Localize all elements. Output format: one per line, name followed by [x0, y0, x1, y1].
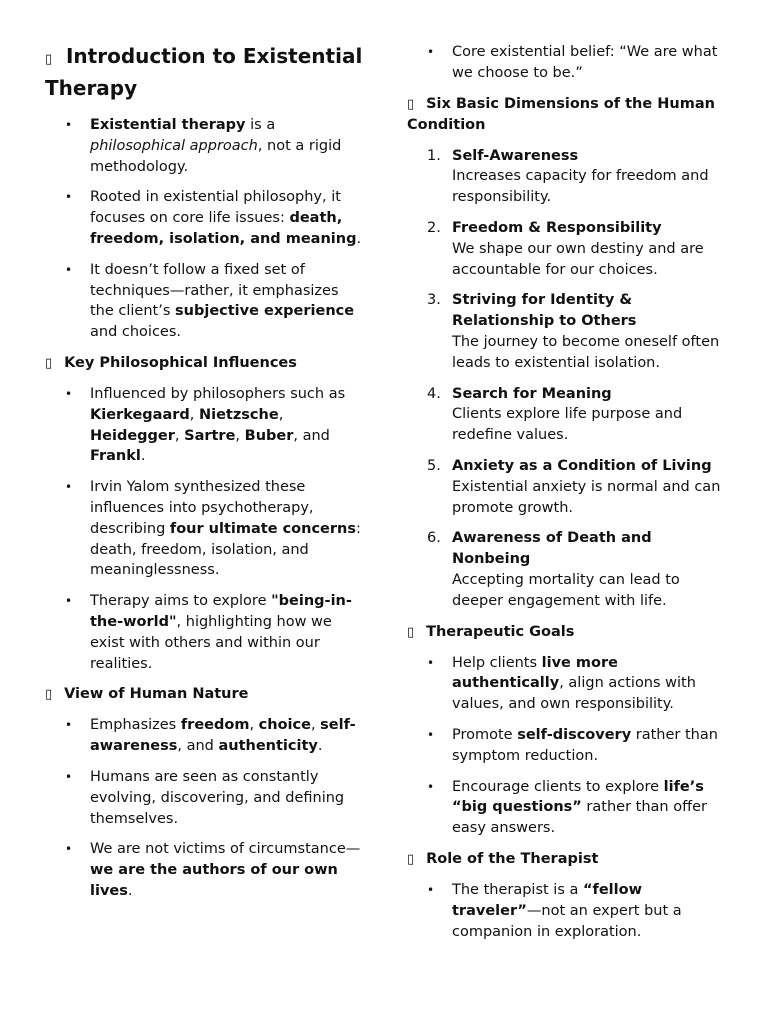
dimension-title: Self-Awareness	[452, 147, 579, 164]
list-item-text: "being-in-the-world"	[90, 593, 352, 630]
list-item-text: : death, freedom, isolation, and meaninglessness.	[90, 520, 361, 579]
core-belief-list	[407, 42, 732, 84]
dimension-number: 6.	[427, 530, 441, 547]
section-glyph-icon: ▯	[45, 52, 53, 67]
list-item-text: self-discovery	[517, 726, 632, 743]
section-glyph-icon: ▯	[407, 851, 415, 867]
bullet-icon: •	[427, 45, 435, 59]
dimension-item	[407, 528, 732, 611]
list-item-text: Irvin Yalom synthesized these influences into psychotherapy, describing	[90, 479, 314, 537]
list-item-text: four ultimate concerns	[169, 520, 356, 537]
list-item	[45, 839, 365, 901]
list-item	[407, 725, 732, 767]
list-item-text: Encourage clients to explore	[452, 778, 664, 795]
right-column	[407, 42, 732, 952]
bullet-icon: •	[65, 118, 73, 132]
dimension-description: Increases capacity for freedom and responsibility.	[452, 168, 709, 206]
list-item-text: life’s “big questions”	[452, 778, 704, 816]
list-item	[407, 42, 732, 84]
dimensions-list	[407, 146, 732, 612]
list-item-text: Humans are seen as constantly evolving, discovering, and defining themselves.	[90, 768, 345, 827]
list-item-text: rather than symptom reduction.	[452, 726, 718, 764]
dimension-description: Accepting mortality can lead to deeper engagement with life.	[452, 571, 680, 609]
section-heading-text: Key Philosophical Influences	[64, 354, 297, 371]
dimension-item	[407, 456, 732, 518]
list-item-text: Influenced by philosophers such as	[90, 385, 346, 402]
list-item-text: , and	[293, 427, 330, 444]
list-item-text: , align actions with values, and own responsibility.	[452, 675, 696, 713]
dimension-title: Anxiety as a Condition of Living	[452, 457, 712, 474]
dimension-title: Awareness of Death and Nonbeing	[452, 530, 652, 568]
bullet-icon: •	[65, 842, 73, 857]
dimension-item	[407, 290, 732, 373]
list-item-text: , highlighting how we exist with others and within our realities.	[90, 613, 332, 672]
dimension-description: The journey to become oneself often leads to existential isolation.	[452, 333, 720, 371]
list-item	[407, 653, 732, 715]
list-item-text: philosophical approach	[90, 137, 258, 154]
list-item-text: —not an expert but a companion in exploration.	[452, 902, 682, 940]
dimension-description: We shape our own destiny and are accountable for our choices.	[452, 240, 704, 278]
dimension-item	[407, 146, 732, 208]
bullet-icon: •	[65, 190, 73, 205]
list-item	[45, 260, 365, 343]
list-item-text: ,	[174, 427, 185, 444]
dimension-description: Existential anxiety is normal and can promote growth.	[452, 478, 721, 516]
dimension-title: Freedom & Responsibility	[452, 219, 662, 236]
list-item-text: “fellow traveler”	[452, 881, 642, 919]
left-column	[45, 42, 365, 912]
section-glyph-icon: ▯	[45, 355, 53, 371]
bullet-icon: •	[65, 480, 73, 495]
list-item	[45, 715, 365, 757]
list-item-text: Existential therapy	[90, 117, 246, 133]
list-item-text: self-awareness	[90, 717, 356, 755]
section-heading-influences	[45, 353, 365, 374]
list-item	[45, 115, 365, 177]
section-heading-human-nature	[45, 684, 365, 705]
list-item-text: , and	[177, 738, 219, 755]
bullet-icon: •	[65, 769, 73, 784]
dimension-item	[407, 384, 732, 446]
dimension-number: 1.	[427, 147, 441, 164]
bullet-icon: •	[65, 594, 73, 609]
list-item-text: rather than offer easy answers.	[452, 799, 707, 837]
list-item-text: Frankl	[90, 448, 141, 465]
list-item	[45, 591, 365, 674]
list-item-text: Emphasizes	[90, 717, 181, 734]
dimension-number: 4.	[427, 385, 441, 402]
dimension-item	[407, 218, 732, 280]
dimension-description: Clients explore life purpose and redefine values.	[452, 406, 683, 444]
dimension-title: Search for Meaning	[452, 385, 612, 402]
list-item-text: Nietzsche	[198, 406, 279, 423]
list-item-text: We are not victims of circumstance—	[90, 841, 361, 858]
bullet-icon: •	[427, 779, 435, 794]
list-item-text: Kierkegaard	[90, 406, 190, 423]
therapist-list	[407, 880, 732, 942]
list-item-text: authenticity	[218, 738, 318, 755]
list-item	[45, 187, 365, 249]
list-item-text: .	[317, 738, 323, 755]
list-item-text: .	[356, 230, 362, 247]
list-item-text: The therapist is a	[452, 881, 583, 898]
list-item-text: .	[127, 882, 133, 899]
section-glyph-icon: ▯	[45, 687, 53, 703]
section-heading-text: Therapeutic Goals	[426, 623, 575, 640]
list-item	[407, 880, 732, 942]
bullet-icon: •	[427, 882, 435, 897]
bullet-icon: •	[427, 727, 435, 742]
section-heading-text: View of Human Nature	[64, 686, 249, 703]
list-item-text: death, freedom, isolation, and meaning	[90, 210, 357, 247]
list-item-text: live more authentically	[452, 654, 618, 692]
dimension-number: 5.	[427, 457, 441, 474]
dimension-title: Striving for Identity & Relationship to Others	[452, 292, 637, 330]
list-item	[45, 767, 365, 829]
list-item-text: is a	[245, 117, 276, 133]
list-item-text: we are the authors of our own lives	[90, 862, 338, 899]
list-item-text: subjective experience	[175, 303, 355, 320]
section-glyph-icon: ▯	[407, 624, 415, 640]
list-item-text: Buber	[244, 427, 294, 444]
list-item-text: .	[140, 448, 146, 465]
list-item-text: choice	[258, 717, 311, 734]
bullet-icon: •	[65, 386, 73, 401]
list-item-text: Sartre	[184, 427, 236, 444]
list-item-text: and choices.	[90, 324, 182, 341]
section-heading-dimensions	[407, 94, 732, 136]
list-item-text: Help clients	[452, 654, 542, 671]
list-item-text: ,	[235, 427, 245, 444]
section-heading-goals	[407, 622, 732, 643]
section-glyph-icon: ▯	[407, 96, 415, 112]
list-item-text: Rooted in existential philosophy, it focuses on core life issues:	[90, 189, 341, 227]
intro-list	[45, 115, 365, 343]
list-item-text: freedom	[180, 717, 250, 734]
goals-list	[407, 653, 732, 839]
bullet-icon: •	[65, 718, 73, 733]
bullet-icon: •	[65, 262, 73, 277]
section-heading-text: Role of the Therapist	[426, 850, 599, 867]
section-heading-therapist	[407, 849, 732, 870]
list-item-text: , not a rigid methodology.	[90, 137, 342, 175]
bullet-icon: •	[427, 655, 435, 670]
list-item-text: Core existential belief: “We are what we choose to be.”	[452, 44, 718, 81]
list-item-text: Heidegger	[90, 427, 175, 444]
list-item-text: Promote	[452, 726, 518, 743]
dimension-number: 2.	[427, 219, 441, 236]
list-item-text: ,	[278, 406, 284, 423]
human-nature-list	[45, 715, 365, 901]
list-item	[45, 477, 365, 581]
list-item-text: Therapy aims to explore	[90, 593, 272, 610]
page-title	[45, 42, 365, 103]
list-item-text: ,	[310, 717, 321, 734]
page-title-text: Introduction to Existential Therapy	[45, 44, 363, 100]
dimension-number: 3.	[427, 292, 441, 309]
section-heading-text: Six Basic Dimensions of the Human Condition	[407, 95, 715, 133]
list-item	[407, 777, 732, 839]
list-item-text: ,	[189, 406, 199, 423]
list-item	[45, 384, 365, 467]
influences-list	[45, 384, 365, 674]
list-item-text: ,	[249, 717, 259, 734]
list-item-text: It doesn’t follow a fixed set of techniques—rather, it emphasizes the client’s	[90, 261, 339, 320]
